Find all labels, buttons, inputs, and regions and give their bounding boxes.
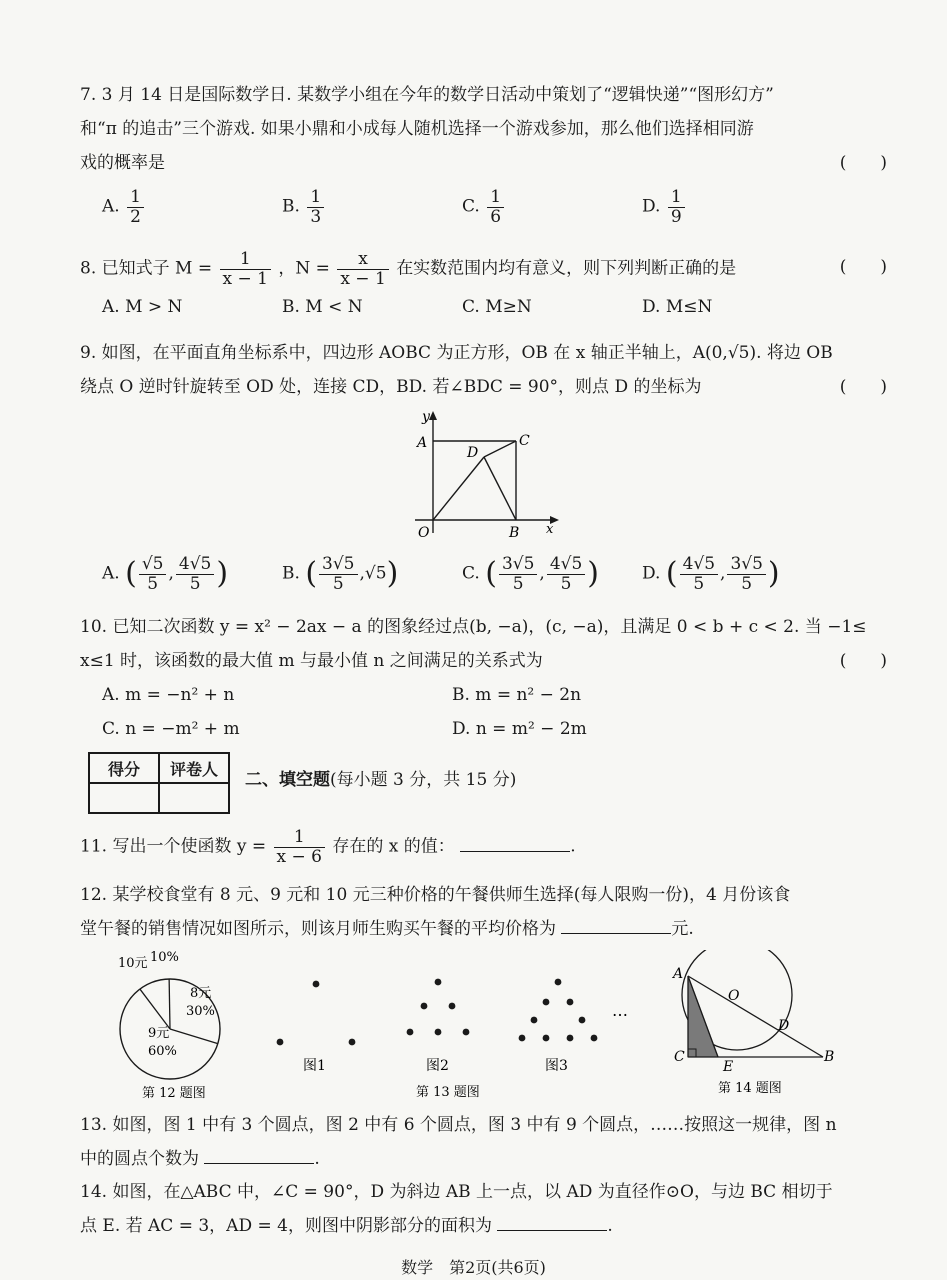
q12-line1: 12. 某学校食堂有 8 元、9 元和 10 元三种价格的午餐供师生选择(每人限购一份)，4 月份该食 bbox=[80, 885, 791, 905]
section-title: 二、填空题(每小题 3 分，共 15 分) bbox=[245, 770, 517, 790]
pie-label-10: 10元 bbox=[118, 956, 148, 971]
answer-paren: ( ) bbox=[839, 377, 887, 397]
answer-blank bbox=[497, 1214, 607, 1231]
q12-pie-chart bbox=[100, 945, 240, 1100]
score-cell bbox=[89, 783, 159, 813]
answer-blank bbox=[561, 917, 671, 934]
q10-line1: 10. 已知二次函数 y = x² − 2ax − a 的图象经过点(b, −a)，(c, −a)，且满足 0 < b + c < 2. 当 −1≤ bbox=[80, 617, 867, 637]
answer-blank bbox=[460, 835, 570, 852]
q9-option-d: D. ( $\frac{4√5}{5}$ , $\frac{3√5}{5}$ ) bbox=[642, 554, 780, 594]
label-o: O bbox=[728, 988, 740, 1004]
q10-options bbox=[102, 678, 887, 746]
segment-db bbox=[484, 457, 516, 520]
y-axis-arrow bbox=[429, 411, 437, 420]
grader-cell bbox=[159, 783, 229, 813]
q7-line2: 和“π 的追击”三个游戏. 如果小鼎和小成每人随机选择一个游戏参加，那么他们选择相同游 bbox=[80, 119, 754, 139]
q12-line2: 堂午餐的销售情况如图所示，则该月师生购买午餐的平均价格为 bbox=[80, 919, 556, 939]
label-x: x bbox=[546, 522, 554, 537]
label-d: D bbox=[467, 445, 479, 461]
q10-option-b: B. m = n² − 2n bbox=[452, 685, 582, 705]
q7-option-b: B. $\frac{1}{3}$ bbox=[282, 188, 462, 226]
pie-caption: 第 12 题图 bbox=[142, 1086, 206, 1100]
figure-3-dots bbox=[519, 979, 598, 1042]
q13-line2: 中的圆点个数为 bbox=[80, 1149, 199, 1169]
segment-od bbox=[433, 457, 484, 520]
pie-divider-8-start bbox=[169, 979, 170, 1029]
q14-line1: 14. 如图，在△ABC 中，∠C = 90°，D 为斜边 AB 上一点，以 AD 为直径作⊙O，与边 BC 相切于 bbox=[80, 1182, 833, 1202]
answer-paren: ( ) bbox=[839, 651, 887, 671]
label-o: O bbox=[418, 525, 430, 541]
question-11: 11. 写出一个使函数 y = $\frac{1}{x - 6}$ 存在的 x 的值： . bbox=[80, 827, 576, 867]
q7-line3: 戏的概率是 bbox=[80, 153, 165, 173]
question-9 bbox=[80, 336, 887, 404]
dots-ellipsis: … bbox=[612, 1001, 628, 1020]
label-y: y bbox=[422, 409, 430, 425]
question-10 bbox=[80, 610, 887, 746]
answer-blank bbox=[204, 1147, 314, 1164]
pie-divider-10-start bbox=[140, 989, 170, 1029]
q9-coordinate-figure bbox=[405, 405, 565, 545]
grader-label: 评卷人 bbox=[159, 753, 229, 783]
q7-option-c: C. $\frac{1}{6}$ bbox=[462, 188, 642, 226]
answer-paren: ( ) bbox=[839, 257, 887, 277]
label-d: D bbox=[778, 1018, 790, 1034]
pie-label-9-pct: 60% bbox=[148, 1044, 177, 1059]
label-e: E bbox=[723, 1059, 734, 1075]
q13-line1: 13. 如图，图 1 中有 3 个圆点，图 2 中有 6 个圆点，图 3 中有 9 个圆点，……按照这一规律，图 n bbox=[80, 1115, 837, 1135]
label-a: A bbox=[417, 435, 428, 451]
q7-option-a: A. $\frac{1}{2}$ bbox=[102, 188, 282, 226]
label-b: B bbox=[824, 1049, 835, 1065]
score-table bbox=[88, 752, 230, 814]
q14-geometry-figure bbox=[668, 950, 843, 1100]
q8-option-d: D. M≤N bbox=[642, 297, 713, 318]
q13-dots-figure bbox=[268, 968, 648, 1100]
label-b: B bbox=[509, 525, 520, 541]
pie-label-8: 8元 bbox=[190, 986, 212, 1001]
figure-1-dots bbox=[277, 981, 356, 1046]
pie-divider-9-start bbox=[170, 1029, 218, 1044]
q8-option-c: C. M≥N bbox=[462, 297, 532, 318]
q7-line1: 7. 3 月 14 日是国际数学日. 某数学小组在今年的数学日活动中策划了“逻辑快递”“图形幻方” bbox=[80, 85, 774, 105]
page-footer: 数学 第2页(共6页) bbox=[401, 1258, 546, 1277]
q8-options bbox=[102, 290, 887, 324]
q8-n-fraction: $\frac{x}{x - 1}$ bbox=[337, 250, 388, 288]
pie-label-8-pct: 30% bbox=[186, 1004, 215, 1019]
q8-prefix: 8. 已知式子 M = bbox=[80, 258, 213, 279]
q7-option-d: D. $\frac{1}{9}$ bbox=[642, 188, 822, 226]
q10-option-d: D. n = m² − 2m bbox=[452, 719, 587, 739]
q8-option-b: B. M < N bbox=[282, 297, 363, 318]
fig1-label: 图1 bbox=[303, 1058, 326, 1074]
fig3-label: 图3 bbox=[545, 1058, 568, 1074]
q10-line2: x≤1 时，该函数的最大值 m 与最小值 n 之间满足的关系式为 bbox=[80, 651, 543, 671]
q8-option-a: A. M > N bbox=[102, 297, 183, 318]
q9-option-a: A. ( $\frac{√5}{5}$ , $\frac{4√5}{5}$ ) bbox=[102, 554, 229, 594]
q10-option-a: A. m = −n² + n bbox=[102, 685, 235, 705]
label-c: C bbox=[519, 433, 530, 449]
q9-options bbox=[80, 555, 887, 593]
q14-caption: 第 14 题图 bbox=[718, 1081, 782, 1096]
pie-label-10-pct: 10% bbox=[150, 950, 179, 965]
q13-caption: 第 13 题图 bbox=[416, 1085, 480, 1100]
question-7 bbox=[80, 78, 887, 226]
figure-2-dots bbox=[407, 979, 470, 1036]
q10-option-c: C. n = −m² + m bbox=[102, 719, 240, 739]
q7-options bbox=[102, 188, 887, 226]
question-12: 12. 某学校食堂有 8 元、9 元和 10 元三种价格的午餐供师生选择(每人限购一份)，4 月份该食 堂午餐的销售情况如图所示，则该月师生购买午餐的平均价格为 元. bbox=[80, 878, 887, 946]
q9-line2: 绕点 O 逆时针旋转至 OD 处，连接 CD，BD. 若∠BDC = 90°，则点 D 的坐标为 bbox=[80, 377, 702, 397]
pie-label-9: 9元 bbox=[148, 1026, 170, 1041]
section-note: (每小题 3 分，共 15 分) bbox=[330, 770, 517, 790]
label-c: C bbox=[674, 1049, 685, 1065]
score-label: 得分 bbox=[89, 753, 159, 783]
q11-fraction: $\frac{1}{x - 6}$ bbox=[274, 828, 325, 866]
q9-option-b: B. ( $\frac{3√5}{5}$ ,√5) bbox=[282, 554, 399, 594]
q14-line2: 点 E. 若 AC = 3，AD = 4，则图中阴影部分的面积为 bbox=[80, 1216, 492, 1236]
q9-line1: 9. 如图，在平面直角坐标系中，四边形 AOBC 为正方形，OB 在 x 轴正半轴上，A(0,√5). 将边 OB bbox=[80, 343, 833, 363]
q8-m-fraction: $\frac{1}{x - 1}$ bbox=[220, 250, 271, 288]
question-8: 8. 已知式子 M = $\frac{1}{x - 1}$ ，N = $\frac{x}{x - 1}$ 在实数范围内均有意义，则下列判断正确的是 ( ) A. M > N B. M < N C. M≥N D. M≤N bbox=[80, 250, 887, 324]
question-13: 13. 如图，图 1 中有 3 个圆点，图 2 中有 6 个圆点，图 3 中有 9 个圆点，……按照这一规律，图 n 中的圆点个数为 . bbox=[80, 1108, 887, 1176]
q9-option-c: C. ( $\frac{3√5}{5}$ , $\frac{4√5}{5}$ ) bbox=[462, 554, 599, 594]
question-14: 14. 如图，在△ABC 中，∠C = 90°，D 为斜边 AB 上一点，以 AD 为直径作⊙O，与边 BC 相切于 点 E. 若 AC = 3，AD = 4，则图中阴影部分的面积为 . bbox=[80, 1175, 887, 1243]
answer-paren: ( ) bbox=[839, 153, 887, 173]
fig2-label: 图2 bbox=[426, 1058, 449, 1074]
segment-dc bbox=[484, 441, 516, 457]
label-a: A bbox=[673, 966, 684, 982]
